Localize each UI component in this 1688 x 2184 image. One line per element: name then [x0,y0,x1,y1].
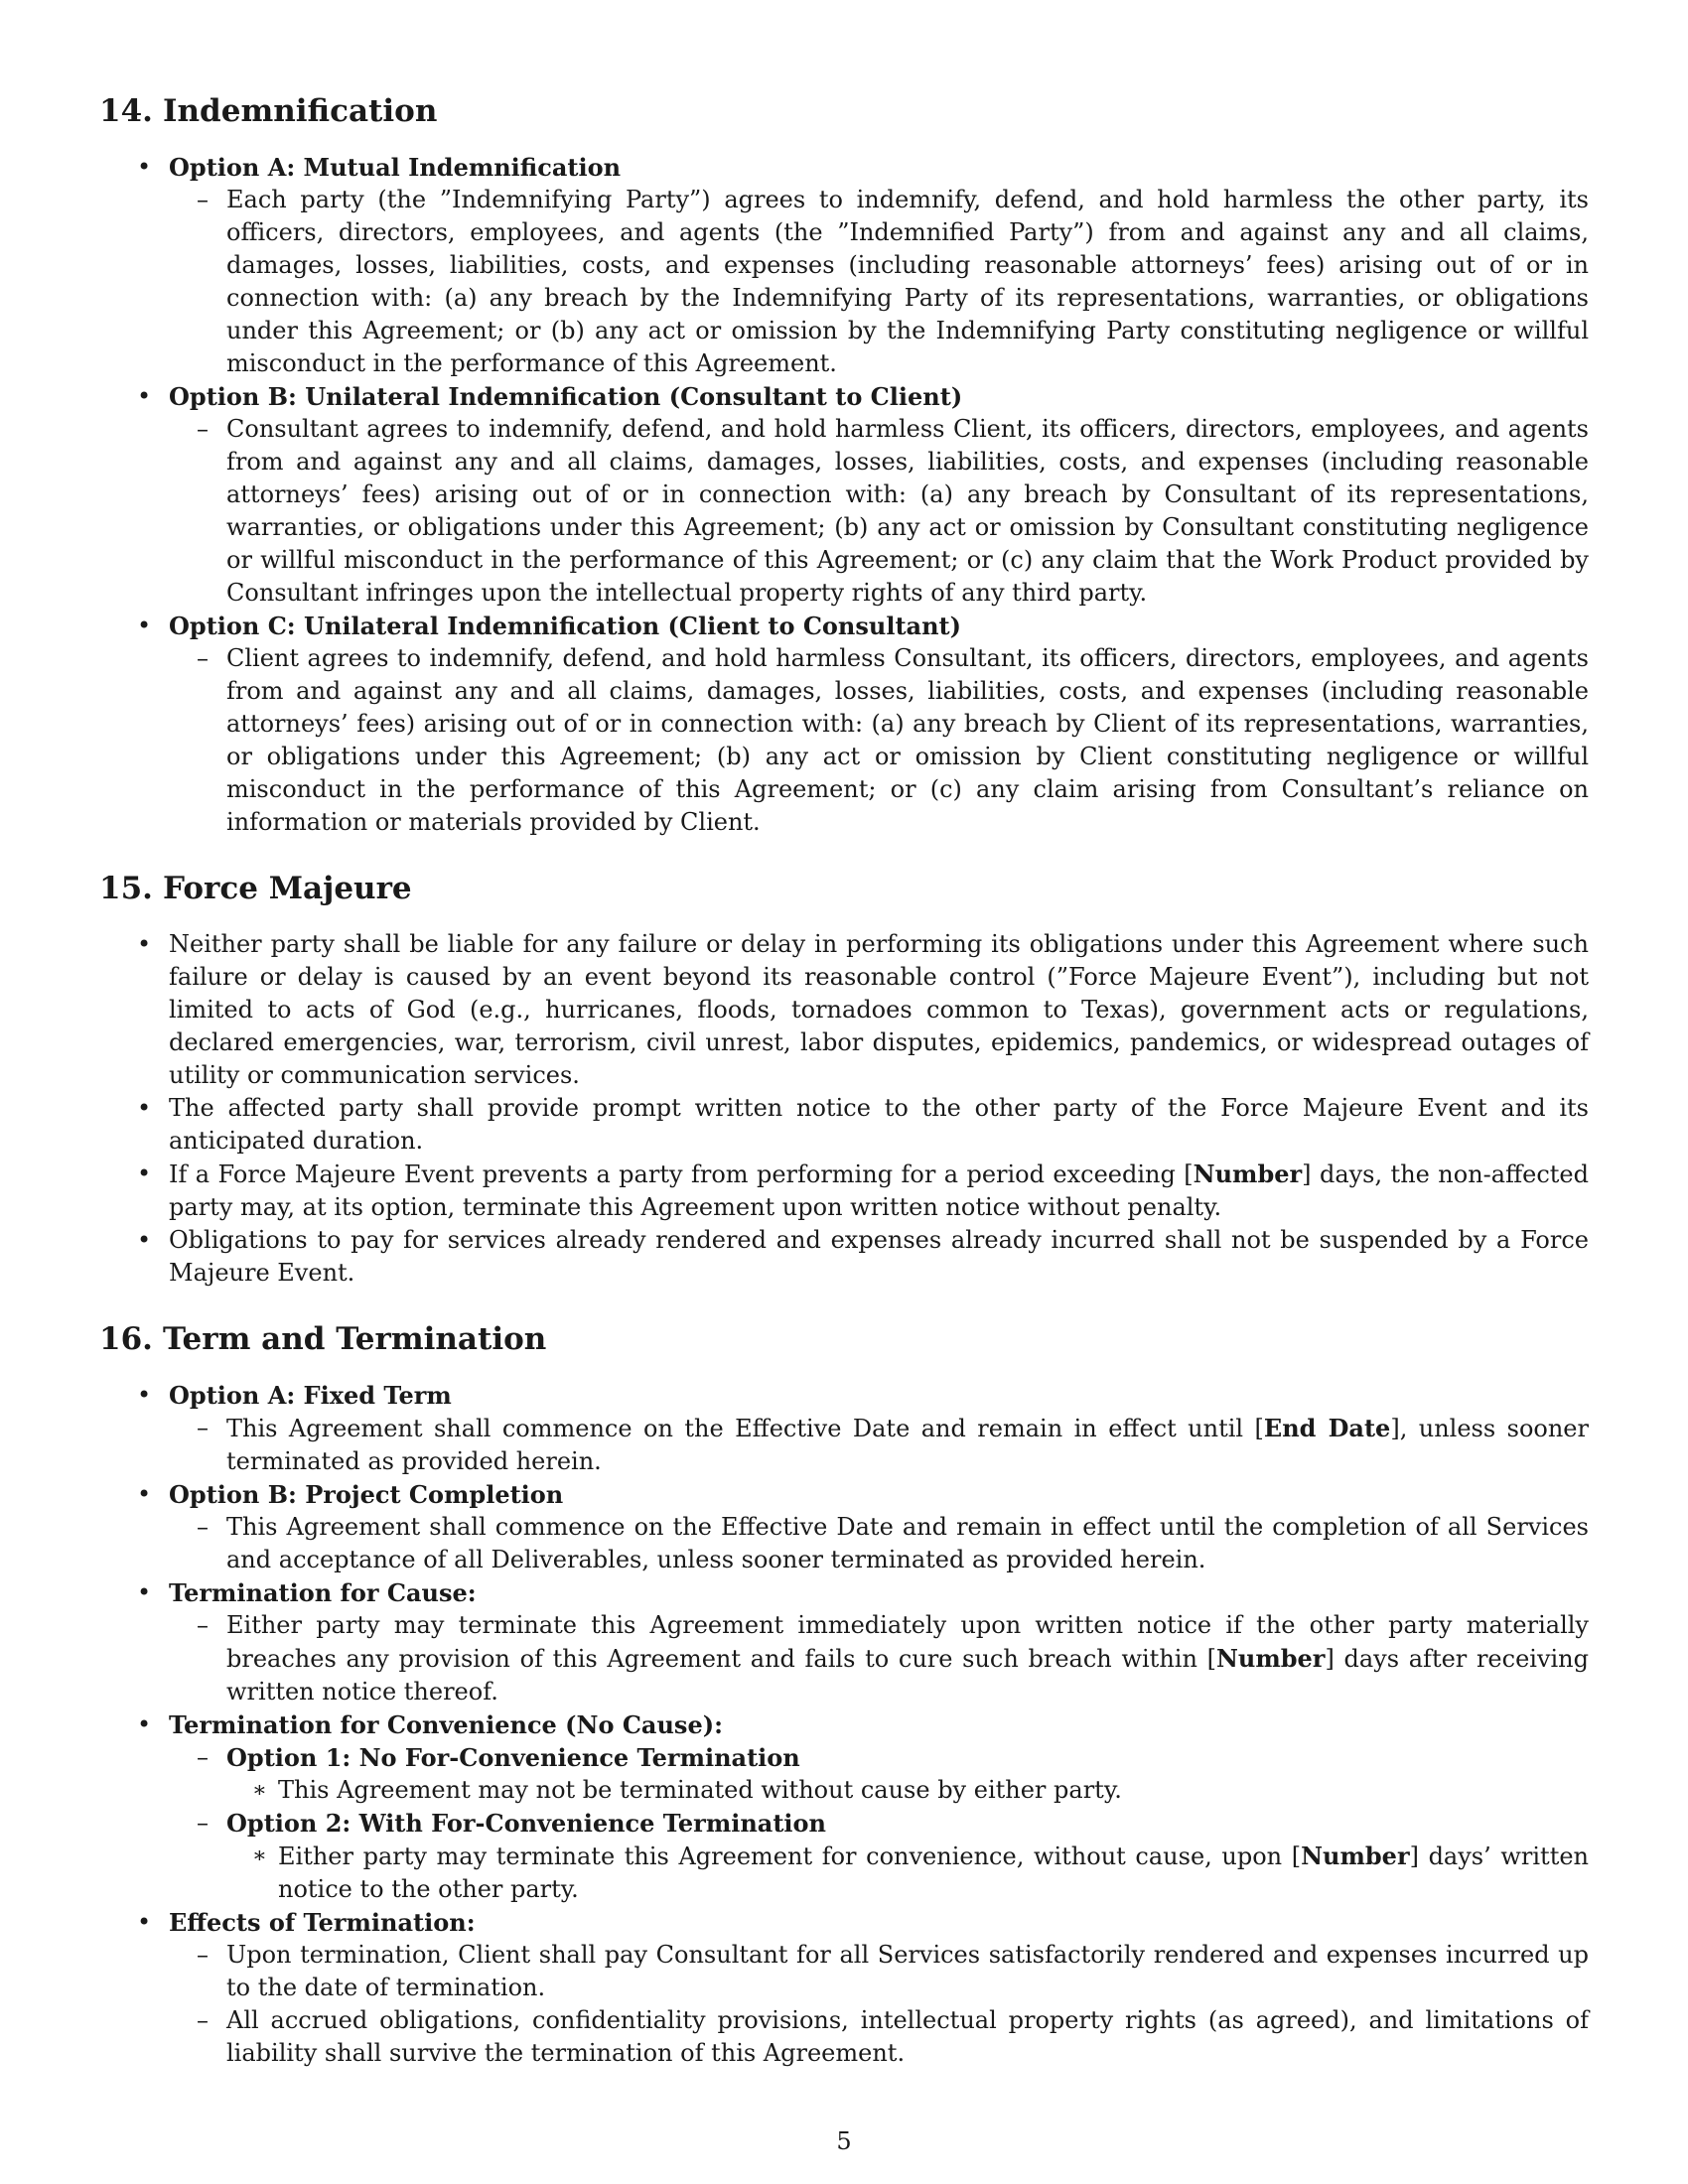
sub-list-item [169,1412,1589,1478]
option-title: • Option A: Mutual Indemnification [169,153,622,182]
page-number: 5 [836,2127,852,2155]
section-number: 15. [99,871,153,906]
list-item [99,610,1589,839]
placeholder-field: End Date [1263,1414,1391,1442]
sub-list-item [169,1609,1589,1708]
text-run: ] days’ written notice to the other party. [278,1843,1590,1903]
section-number: 16. [99,1321,153,1357]
list-item [99,1158,1589,1224]
option-title: • Termination for Cause: [169,1578,477,1607]
sub-list-item: – Upon termination, Client shall pay Consultant for all Services satisfactorily rendered and expenses incurred up to the date of termination. [169,1939,1589,2004]
sub-list [169,1609,1589,1708]
list-item [99,1906,1589,2070]
list-item: • Neither party shall be liable for any failure or delay in performing its obligations under this Agreement where such failure or delay is caused by an event beyond its reasonable control (”Force Majeure Event”), including but not limited to acts of God (e.g., hurricanes, floods, tornadoes common to Texas), government acts or regulations, declared emergencies, war, terrorism, civil unrest, labor disputes, epidemics, pandemics, or widespread outages of utility or communication services. [99,928,1589,1092]
list-item: • The affected party shall provide prompt written notice to the other party of the Force Majeure Event and its anticipated duration. [99,1092,1589,1158]
section-title: Force Majeure [163,871,412,906]
nested-list-item: ∗ This Agreement may not be terminated without cause by either party. [226,1774,1589,1807]
list-item: • Obligations to pay for services already rendered and expenses already incurred shall not be suspended by a Force Majeure Event. [99,1224,1589,1290]
section-heading [99,1319,1589,1359]
section-title: Term and Termination [163,1321,547,1357]
list-item [99,1708,1589,1906]
list-item [99,380,1589,610]
sub-list-item: – All accrued obligations, confidentiality provisions, intellectual property rights (as agreed), and limitations of liability shall survive the termination of this Agreement. [169,2004,1589,2070]
sub-list-item: – This Agreement shall commence on the Effective Date and remain in effect until the completion of all Services and acceptance of all Deliverables, unless sooner terminated as provided herein. [169,1511,1589,1576]
bullet-list [99,151,1589,839]
sub-list [169,1939,1589,2070]
sub-list [169,642,1589,839]
section-term-and-termination [99,1319,1589,2070]
list-item [99,1478,1589,1576]
section-force-majeure [99,869,1589,1290]
option-title: • Option B: Project Completion [169,1480,564,1509]
sub-list-item: – Client agrees to indemnify, defend, and hold harmless Consultant, its officers, directors, employees, and agents from and against any and all claims, damages, losses, liabilities, costs, and expenses (including reasonable attorneys’ fees) arising out of or in connection with: (a) any breach by Client of its representations, warranties, or obligations under this Agreement; (b) any act or omission by Client constituting negligence or willful misconduct in the performance of this Agreement; or (c) any claim arising from Consultant’s reliance on information or materials provided by Client. [169,642,1589,839]
section-title: Indemnification [163,93,438,129]
section-heading [99,91,1589,131]
sub-list-item: – Consultant agrees to indemnify, defend, and hold harmless Client, its officers, directors, employees, and agents from and against any and all claims, damages, losses, liabilities, costs, and expenses (including reasonable attorneys’ fees) arising out of or in connection with: (a) any breach by Consultant of its representations, warranties, or obligations under this Agreement; (b) any act or omission by Consultant constituting negligence or willful misconduct in the performance of this Agreement; or (c) any claim that the Work Product provided by Consultant infringes upon the intellectual property rights of any third party. [169,413,1589,610]
sub-list [169,1511,1589,1576]
text-run: This Agreement shall commence on the Effective Date and remain in effect until [ [226,1415,1264,1442]
option-title: • Termination for Convenience (No Cause): [169,1710,723,1739]
text-run: If a Force Majeure Event prevents a party from performing for a period exceeding [ [169,1160,1194,1188]
text-run: Either party may terminate this Agreement immediately upon written notice if the other party materially breaches any provision of this Agreement and fails to cure such breach within [ [226,1611,1589,1673]
nested-list-item [226,1840,1589,1906]
text-run: Either party may terminate this Agreement for convenience, without cause, upon [ [278,1843,1302,1870]
option-title: • Effects of Termination: [169,1908,476,1937]
text-run: ] days, the non-affected party may, at its option, terminate this Agreement upon written notice without penalty. [169,1160,1589,1221]
sub-list-item [169,1807,1589,1906]
list-item [99,151,1589,380]
list-item [99,1379,1589,1478]
sub-option-title: – Option 1: No For-Convenience Termination [226,1743,800,1772]
option-title: • Option C: Unilateral Indemnification (Client to Consultant) [169,612,961,640]
option-title: • Option B: Unilateral Indemnification (Consultant to Client) [169,382,963,411]
sub-list [169,184,1589,380]
option-title: • Option A: Fixed Term [169,1381,452,1410]
text-run: ], unless sooner terminated as provided herein. [226,1415,1589,1475]
section-indemnification [99,91,1589,839]
placeholder-field: Number [1193,1160,1303,1188]
placeholder-field: Number [1215,1644,1326,1673]
text-run: ] days after receiving written notice thereof. [226,1645,1590,1706]
sub-list-item [169,1741,1589,1807]
nested-list [226,1840,1589,1906]
sub-option-title: – Option 2: With For-Convenience Termination [226,1809,826,1838]
bullet-list [99,928,1589,1290]
section-heading [99,869,1589,908]
bullet-list [99,1379,1589,2070]
list-item [99,1576,1589,1708]
sub-list-item: – Each party (the ”Indemnifying Party”) agrees to indemnify, defend, and hold harmless the other party, its officers, directors, employees, and agents (the ”Indemnified Party”) from and against any and all claims, damages, losses, liabilities, costs, and expenses (including reasonable attorneys’ fees) arising out of or in connection with: (a) any breach by the Indemnifying Party of its representations, warranties, or obligations under this Agreement; or (b) any act or omission by the Indemnifying Party constituting negligence or willful misconduct in the performance of this Agreement. [169,184,1589,380]
placeholder-field: Number [1301,1842,1410,1870]
section-number: 14. [99,93,153,129]
sub-list [169,1741,1589,1906]
sub-list [169,413,1589,610]
nested-list [226,1774,1589,1807]
sub-list [169,1412,1589,1478]
page-content [99,91,1589,2100]
